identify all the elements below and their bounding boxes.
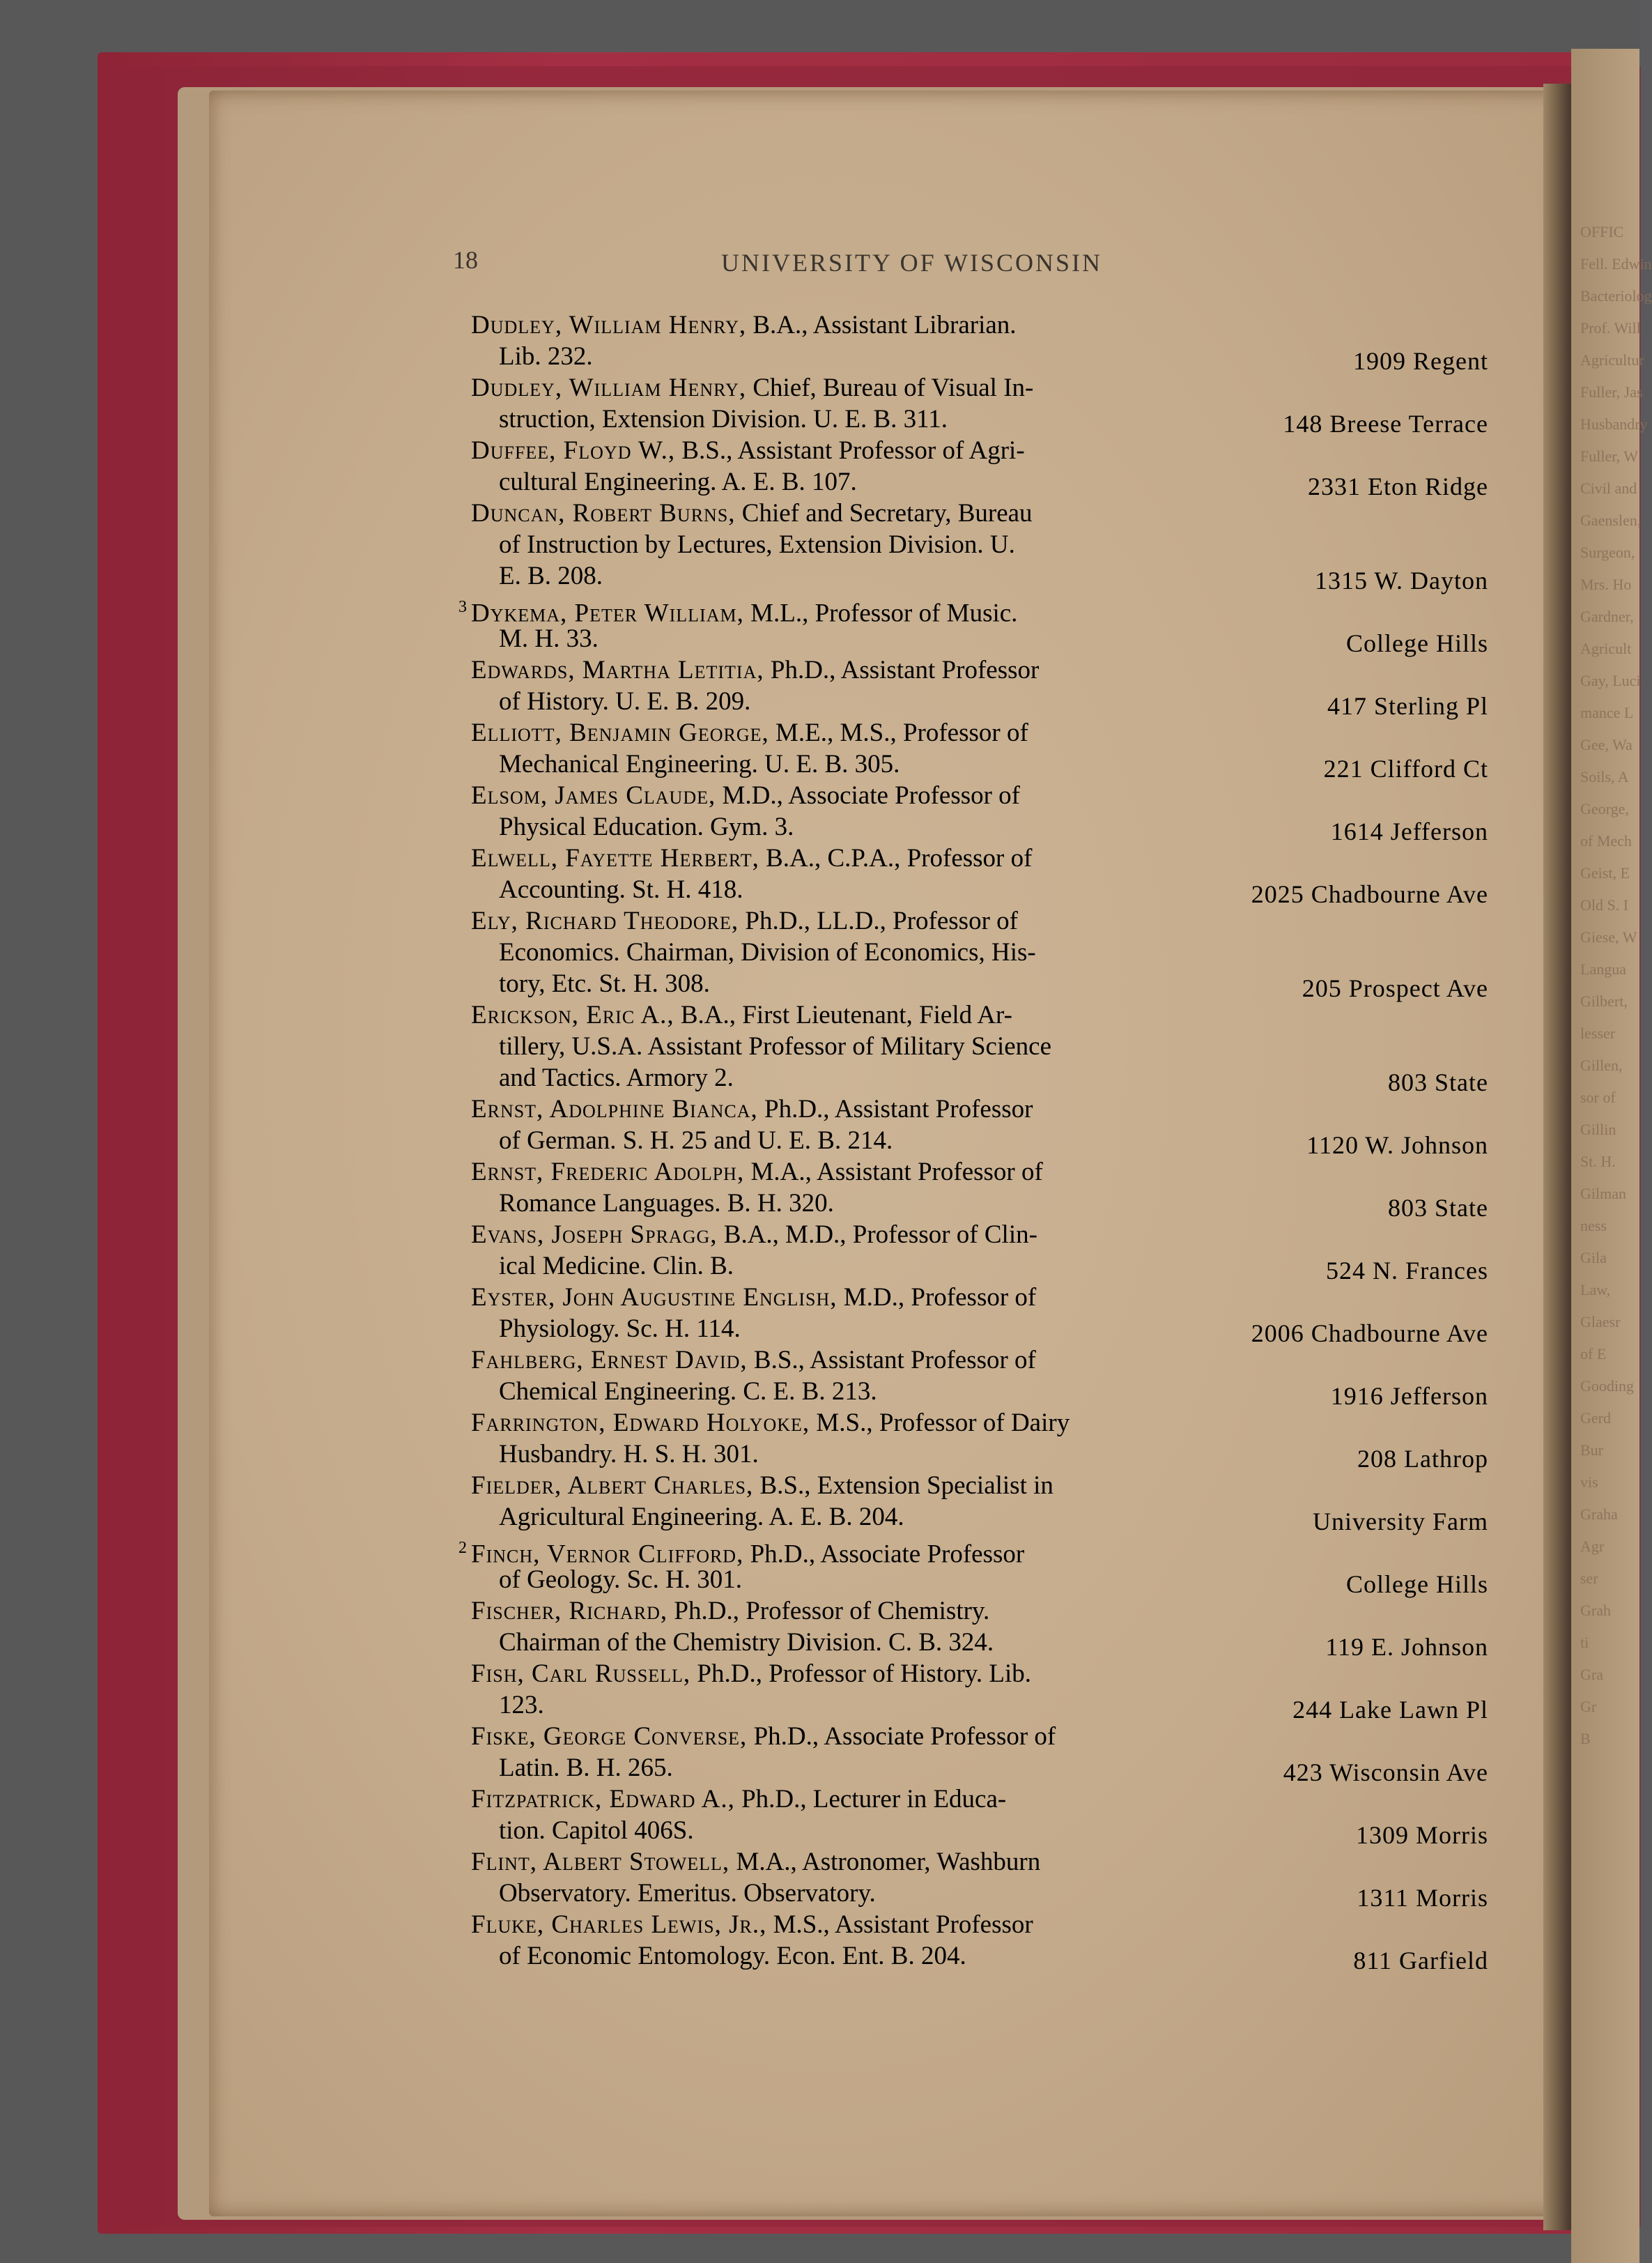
directory-entry	[471, 372, 1488, 438]
street-address: 2025 Chadbourne Ave	[1251, 880, 1488, 908]
entry-text: Ph.D., Associate Professor	[750, 1540, 1025, 1569]
person-name: Fielder, Albert Charles,	[471, 1471, 754, 1500]
entry-first-line	[471, 1658, 1265, 1689]
page-number: 18	[453, 246, 478, 274]
entry-continuation-line	[471, 1188, 1265, 1219]
entry-continuation-line	[471, 686, 1265, 717]
facing-page-line: Husbandry	[1580, 415, 1648, 433]
entry-text: B.S., Assistant Professor of	[753, 1346, 1036, 1374]
entry-text: Ph.D., Lecturer in Educa-	[741, 1785, 1007, 1813]
entry-first-line	[471, 435, 1265, 466]
facing-page-line: B	[1580, 1730, 1591, 1747]
entry-text: Ph.D., Professor of Chemistry.	[674, 1597, 990, 1625]
entry-text: Accounting. St. H. 418.	[499, 875, 743, 904]
directory-list	[458, 309, 1488, 1974]
facing-page-line: Agricult	[1580, 640, 1632, 657]
facing-page-line: Gooding	[1580, 1377, 1634, 1395]
facing-page-line: Gee, Wa	[1580, 736, 1632, 753]
person-name: Fahlberg, Ernest David,	[471, 1346, 748, 1374]
entry-first-line	[471, 654, 1265, 686]
directory-entry	[471, 999, 1488, 1094]
entry-text: of German. S. H. 25 and U. E. B. 214.	[499, 1126, 893, 1155]
entry-text: tillery, U.S.A. Assistant Professor of Military Science	[499, 1032, 1052, 1061]
entry-text: M.A., Assistant Professor of	[750, 1158, 1043, 1186]
facing-page-line: George,	[1580, 800, 1629, 818]
entry-continuation-line	[471, 1627, 1265, 1658]
directory-entry	[471, 1470, 1488, 1533]
street-address: 244 Lake Lawn Pl	[1292, 1696, 1488, 1724]
facing-page-line: Bur	[1580, 1441, 1603, 1459]
entry-text: Ph.D., LL.D., Professor of	[745, 907, 1018, 935]
directory-entry	[471, 1846, 1488, 1912]
person-name: Finch, Vernor Clifford,	[471, 1540, 744, 1569]
street-address: 1916 Jefferson	[1330, 1382, 1488, 1410]
directory-entry	[471, 435, 1488, 498]
facing-page-line: Glaesr	[1580, 1313, 1621, 1330]
facing-page-line: mance L	[1580, 704, 1634, 721]
entry-text: Physical Education. Gym. 3.	[499, 813, 794, 841]
street-address: 2006 Chadbourne Ave	[1251, 1319, 1488, 1347]
facing-page-line: Bacteriolog	[1580, 287, 1652, 305]
entry-text: of Economic Entomology. Econ. Ent. B. 204.	[499, 1942, 966, 1970]
person-name: Ernst, Adolphine Bianca,	[471, 1095, 758, 1123]
entry-text: M.S., Assistant Professor	[773, 1910, 1033, 1939]
entry-first-line	[471, 717, 1265, 749]
entry-text: B.A., C.P.A., Professor of	[766, 844, 1033, 873]
person-name: Evans, Joseph Spragg,	[471, 1220, 718, 1249]
directory-entry	[471, 1156, 1488, 1222]
facing-page-line: Gardner,	[1580, 608, 1634, 625]
facing-page-line: Civil and	[1580, 480, 1637, 497]
facing-page-line: of E	[1580, 1345, 1607, 1363]
street-address: College Hills	[1346, 1570, 1488, 1598]
facing-page-line: Gra	[1580, 1666, 1603, 1683]
street-address: 1311 Morris	[1357, 1884, 1488, 1912]
facing-page-line: of Mech	[1580, 832, 1632, 850]
street-address: 2331 Eton Ridge	[1308, 473, 1488, 500]
entry-first-line	[471, 1846, 1265, 1878]
person-name: Duffee, Floyd W.,	[471, 436, 676, 465]
street-address: 221 Clifford Ct	[1323, 755, 1488, 783]
person-name: Elliott, Benjamin George,	[471, 719, 769, 747]
street-address: 423 Wisconsin Ave	[1283, 1758, 1488, 1786]
entry-continuation-line	[471, 749, 1265, 780]
running-head: UNIVERSITY OF WISCONSIN	[721, 249, 1103, 277]
person-name: Fish, Carl Russell,	[471, 1659, 691, 1688]
facing-page-line: Grah	[1580, 1602, 1611, 1619]
entry-continuation-line	[471, 1815, 1265, 1846]
entry-continuation-line	[471, 1250, 1265, 1282]
person-name: Dudley, William Henry,	[471, 374, 747, 402]
street-address: 1120 W. Johnson	[1306, 1131, 1488, 1159]
entry-continuation-line	[471, 466, 1265, 498]
street-address: 1909 Regent	[1353, 347, 1488, 375]
entry-text: Agricultural Engineering. A. E. B. 204.	[499, 1503, 904, 1531]
entry-first-line	[458, 1533, 1265, 1569]
street-address: 803 State	[1388, 1194, 1488, 1222]
street-address: 1315 W. Dayton	[1314, 567, 1488, 594]
entry-first-line	[471, 1219, 1265, 1250]
facing-page-line: Gerd	[1580, 1409, 1611, 1427]
facing-page-line: Geist, E	[1580, 864, 1630, 882]
person-name: Edwards, Martha Letitia,	[471, 656, 764, 684]
facing-page-line: Gilbert,	[1580, 992, 1628, 1010]
entry-continuation-line	[471, 1031, 1265, 1062]
directory-entry	[458, 592, 1488, 657]
directory-entry	[471, 905, 1488, 1002]
directory-entry	[471, 1094, 1488, 1159]
facing-page-line: OFFIC	[1580, 223, 1624, 240]
entry-text: M.D., Professor of	[843, 1283, 1037, 1312]
entry-text: 123.	[499, 1691, 544, 1719]
entry-text: B.S., Extension Specialist in	[759, 1471, 1053, 1500]
entry-continuation-line	[471, 1878, 1265, 1909]
entry-text: Ph.D., Assistant Professor	[770, 656, 1040, 684]
directory-entry	[471, 309, 1488, 375]
directory-entry	[471, 1658, 1488, 1724]
entry-first-line	[471, 999, 1265, 1031]
facing-page-line: Agr	[1580, 1537, 1605, 1555]
facing-page-line: ser	[1580, 1570, 1598, 1587]
facing-page-line: Soils, A	[1580, 768, 1629, 785]
street-address: 119 E. Johnson	[1325, 1633, 1488, 1661]
entry-text: and Tactics. Armory 2.	[499, 1064, 734, 1092]
person-name: Fluke, Charles Lewis, Jr.,	[471, 1910, 767, 1939]
entry-text: E. B. 208.	[499, 562, 603, 590]
entry-text: of Geology. Sc. H. 301.	[499, 1565, 743, 1594]
entry-continuation-line	[471, 811, 1265, 843]
footnote-marker: 3	[458, 598, 467, 616]
entry-text: tory, Etc. St. H. 308.	[499, 969, 710, 998]
entry-continuation-line	[471, 937, 1265, 968]
person-name: Flint, Albert Stowell,	[471, 1848, 730, 1876]
entry-continuation-line	[471, 341, 1265, 372]
entry-first-line	[471, 1909, 1265, 1940]
facing-page-line: Gr	[1580, 1698, 1597, 1715]
entry-first-line	[471, 372, 1265, 404]
entry-continuation-line	[471, 1313, 1265, 1344]
entry-text: Chairman of the Chemistry Division. C. B. 324.	[499, 1628, 994, 1657]
entry-text: of Instruction by Lectures, Extension Division. U.	[499, 530, 1015, 559]
street-address: 205 Prospect Ave	[1302, 974, 1488, 1002]
entry-continuation-line	[471, 1062, 1265, 1094]
facing-page-line: Giese, W	[1580, 928, 1637, 946]
facing-page-line: Prof. Will	[1580, 319, 1641, 337]
entry-first-line	[471, 905, 1265, 937]
entry-text: cultural Engineering. A. E. B. 107.	[499, 468, 857, 496]
entry-first-line	[471, 1595, 1265, 1627]
entry-first-line	[471, 780, 1265, 811]
entry-text: Lib. 232.	[499, 342, 593, 371]
person-name: Elwell, Fayette Herbert,	[471, 844, 759, 873]
directory-entry	[471, 717, 1488, 783]
directory-entry	[471, 1595, 1488, 1661]
entry-continuation-line	[471, 874, 1265, 905]
entry-continuation-line	[471, 968, 1265, 999]
person-name: Fiske, George Converse,	[471, 1722, 748, 1751]
directory-entry	[471, 1783, 1488, 1849]
entry-continuation-line	[471, 1564, 1265, 1595]
entry-text: Mechanical Engineering. U. E. B. 305.	[499, 750, 900, 778]
entry-text: M.D., Associate Professor of	[722, 781, 1021, 810]
directory-entry	[471, 1344, 1488, 1410]
directory-entry	[471, 1909, 1488, 1972]
entry-first-line	[471, 309, 1265, 341]
entry-text: B.A., First Lieutenant, Field Ar-	[680, 1001, 1012, 1029]
facing-page-line: Graha	[1580, 1505, 1618, 1523]
entry-first-line	[471, 1282, 1265, 1313]
street-address: College Hills	[1346, 629, 1488, 657]
entry-continuation-line	[471, 1940, 1265, 1972]
directory-entry	[471, 1219, 1488, 1282]
facing-page-line: Langua	[1580, 960, 1626, 978]
facing-page-line: Gilman	[1580, 1185, 1626, 1202]
facing-page-line: Old S. I	[1580, 896, 1629, 914]
street-address: 803 State	[1388, 1068, 1488, 1096]
directory-entry	[471, 1407, 1488, 1473]
entry-continuation-line	[471, 560, 1265, 592]
directory-entry	[471, 1721, 1488, 1786]
facing-page-line: Gillen,	[1580, 1057, 1623, 1074]
entry-first-line	[471, 843, 1265, 874]
entry-continuation-line	[471, 1376, 1265, 1407]
entry-first-line	[471, 1783, 1265, 1815]
entry-first-line	[471, 1470, 1265, 1501]
entry-text: B.S., Assistant Professor of Agri-	[681, 436, 1025, 465]
facing-page-line: St. H.	[1580, 1153, 1616, 1170]
person-name: Dykema, Peter William,	[471, 599, 744, 628]
facing-page-line: ness	[1580, 1217, 1607, 1234]
entry-text: B.A., M.D., Professor of Clin-	[723, 1220, 1037, 1249]
street-address: 208 Lathrop	[1357, 1445, 1488, 1473]
entry-first-line	[471, 498, 1265, 529]
person-name: Ely, Richard Theodore,	[471, 907, 739, 935]
facing-page-line: Surgeon,	[1580, 544, 1635, 561]
person-name: Fitzpatrick, Edward A.,	[471, 1785, 735, 1813]
street-address: University Farm	[1313, 1508, 1488, 1535]
street-address: 1614 Jefferson	[1330, 818, 1488, 845]
entry-continuation-line	[471, 1752, 1265, 1783]
entry-text: Romance Languages. B. H. 320.	[499, 1189, 834, 1218]
facing-page-line: Fuller, W	[1580, 447, 1639, 465]
entry-text: M.L., Professor of Music.	[750, 599, 1018, 628]
entry-text: ical Medicine. Clin. B.	[499, 1252, 734, 1280]
entry-first-line	[471, 1156, 1265, 1188]
entry-text: M. H. 33.	[499, 624, 599, 653]
entry-first-line	[471, 1094, 1265, 1125]
facing-page-line: Gillin	[1580, 1121, 1616, 1138]
person-name: Ernst, Frederic Adolph,	[471, 1158, 745, 1186]
person-name: Farrington, Edward Holyoke,	[471, 1409, 810, 1437]
facing-page-line: ti	[1580, 1634, 1589, 1651]
street-address: 417 Sterling Pl	[1327, 692, 1488, 720]
entry-text: M.S., Professor of Dairy	[816, 1409, 1070, 1437]
facing-page-line: Agricultur	[1580, 351, 1644, 369]
entry-continuation-line	[471, 623, 1265, 654]
directory-entry	[458, 1533, 1488, 1598]
facing-page-line: Gay, Luci	[1580, 672, 1641, 689]
person-name: Duncan, Robert Burns,	[471, 499, 736, 528]
facing-page-line: Gila	[1580, 1249, 1607, 1266]
book-gutter	[1543, 84, 1575, 2230]
entry-continuation-line	[471, 1689, 1265, 1721]
street-address: 524 N. Frances	[1326, 1257, 1488, 1284]
facing-page-line: sor of	[1580, 1089, 1616, 1106]
entry-text: Ph.D., Professor of History. Lib.	[697, 1659, 1032, 1688]
street-address: 811 Garfield	[1353, 1947, 1488, 1974]
entry-text: Chemical Engineering. C. E. B. 213.	[499, 1377, 877, 1406]
entry-continuation-line	[471, 1439, 1265, 1470]
person-name: Dudley, William Henry,	[471, 311, 747, 339]
entry-first-line	[471, 1407, 1265, 1439]
directory-entry	[471, 843, 1488, 908]
entry-text: Chief, Bureau of Visual In-	[752, 374, 1034, 402]
person-name: Erickson, Eric A.,	[471, 1001, 674, 1029]
entry-text: struction, Extension Division. U. E. B. 311.	[499, 405, 948, 434]
entry-text: Latin. B. H. 265.	[499, 1754, 673, 1782]
facing-page-line: Fell. Edwin	[1580, 255, 1652, 273]
person-name: Fischer, Richard,	[471, 1597, 668, 1625]
entry-continuation-line	[471, 1125, 1265, 1156]
facing-page-line: vis	[1580, 1473, 1598, 1491]
facing-page-line: Mrs. Ho	[1580, 576, 1632, 593]
entry-text: Observatory. Emeritus. Observatory.	[499, 1879, 876, 1908]
entry-text: Husbandry. H. S. H. 301.	[499, 1440, 759, 1468]
directory-entry	[471, 654, 1488, 720]
entry-text: Economics. Chairman, Division of Economics, His-	[499, 938, 1036, 967]
facing-page-line: Fuller, Jas	[1580, 383, 1643, 401]
facing-page-line: Law,	[1580, 1281, 1611, 1298]
entry-first-line	[471, 1721, 1265, 1752]
facing-page-line: lesser	[1580, 1025, 1616, 1042]
facing-page-line: Gaenslen,	[1580, 512, 1642, 529]
entry-text: Ph.D., Assistant Professor	[764, 1095, 1033, 1123]
entry-text: tion. Capitol 406S.	[499, 1816, 694, 1845]
entry-text: Ph.D., Associate Professor of	[753, 1722, 1056, 1751]
street-address: 1309 Morris	[1356, 1821, 1488, 1849]
entry-continuation-line	[471, 1501, 1265, 1533]
person-name: Eyster, John Augustine English,	[471, 1283, 837, 1312]
directory-entry	[471, 1282, 1488, 1347]
entry-text: B.A., Assistant Librarian.	[752, 311, 1017, 339]
person-name: Elsom, James Claude,	[471, 781, 716, 810]
entry-continuation-line	[471, 529, 1265, 560]
street-address: 148 Breese Terrace	[1283, 410, 1488, 438]
entry-text: M.E., M.S., Professor of	[775, 719, 1028, 747]
footnote-marker: 2	[458, 1539, 467, 1557]
entry-continuation-line	[471, 404, 1265, 435]
entry-first-line	[471, 1344, 1265, 1376]
directory-entry	[471, 498, 1488, 592]
entry-first-line	[458, 592, 1265, 628]
entry-text: Physiology. Sc. H. 114.	[499, 1314, 741, 1343]
entry-text: of History. U. E. B. 209.	[499, 687, 751, 716]
entry-text: Chief and Secretary, Bureau	[741, 499, 1033, 528]
entry-text: M.A., Astronomer, Washburn	[736, 1848, 1041, 1876]
directory-entry	[471, 780, 1488, 843]
